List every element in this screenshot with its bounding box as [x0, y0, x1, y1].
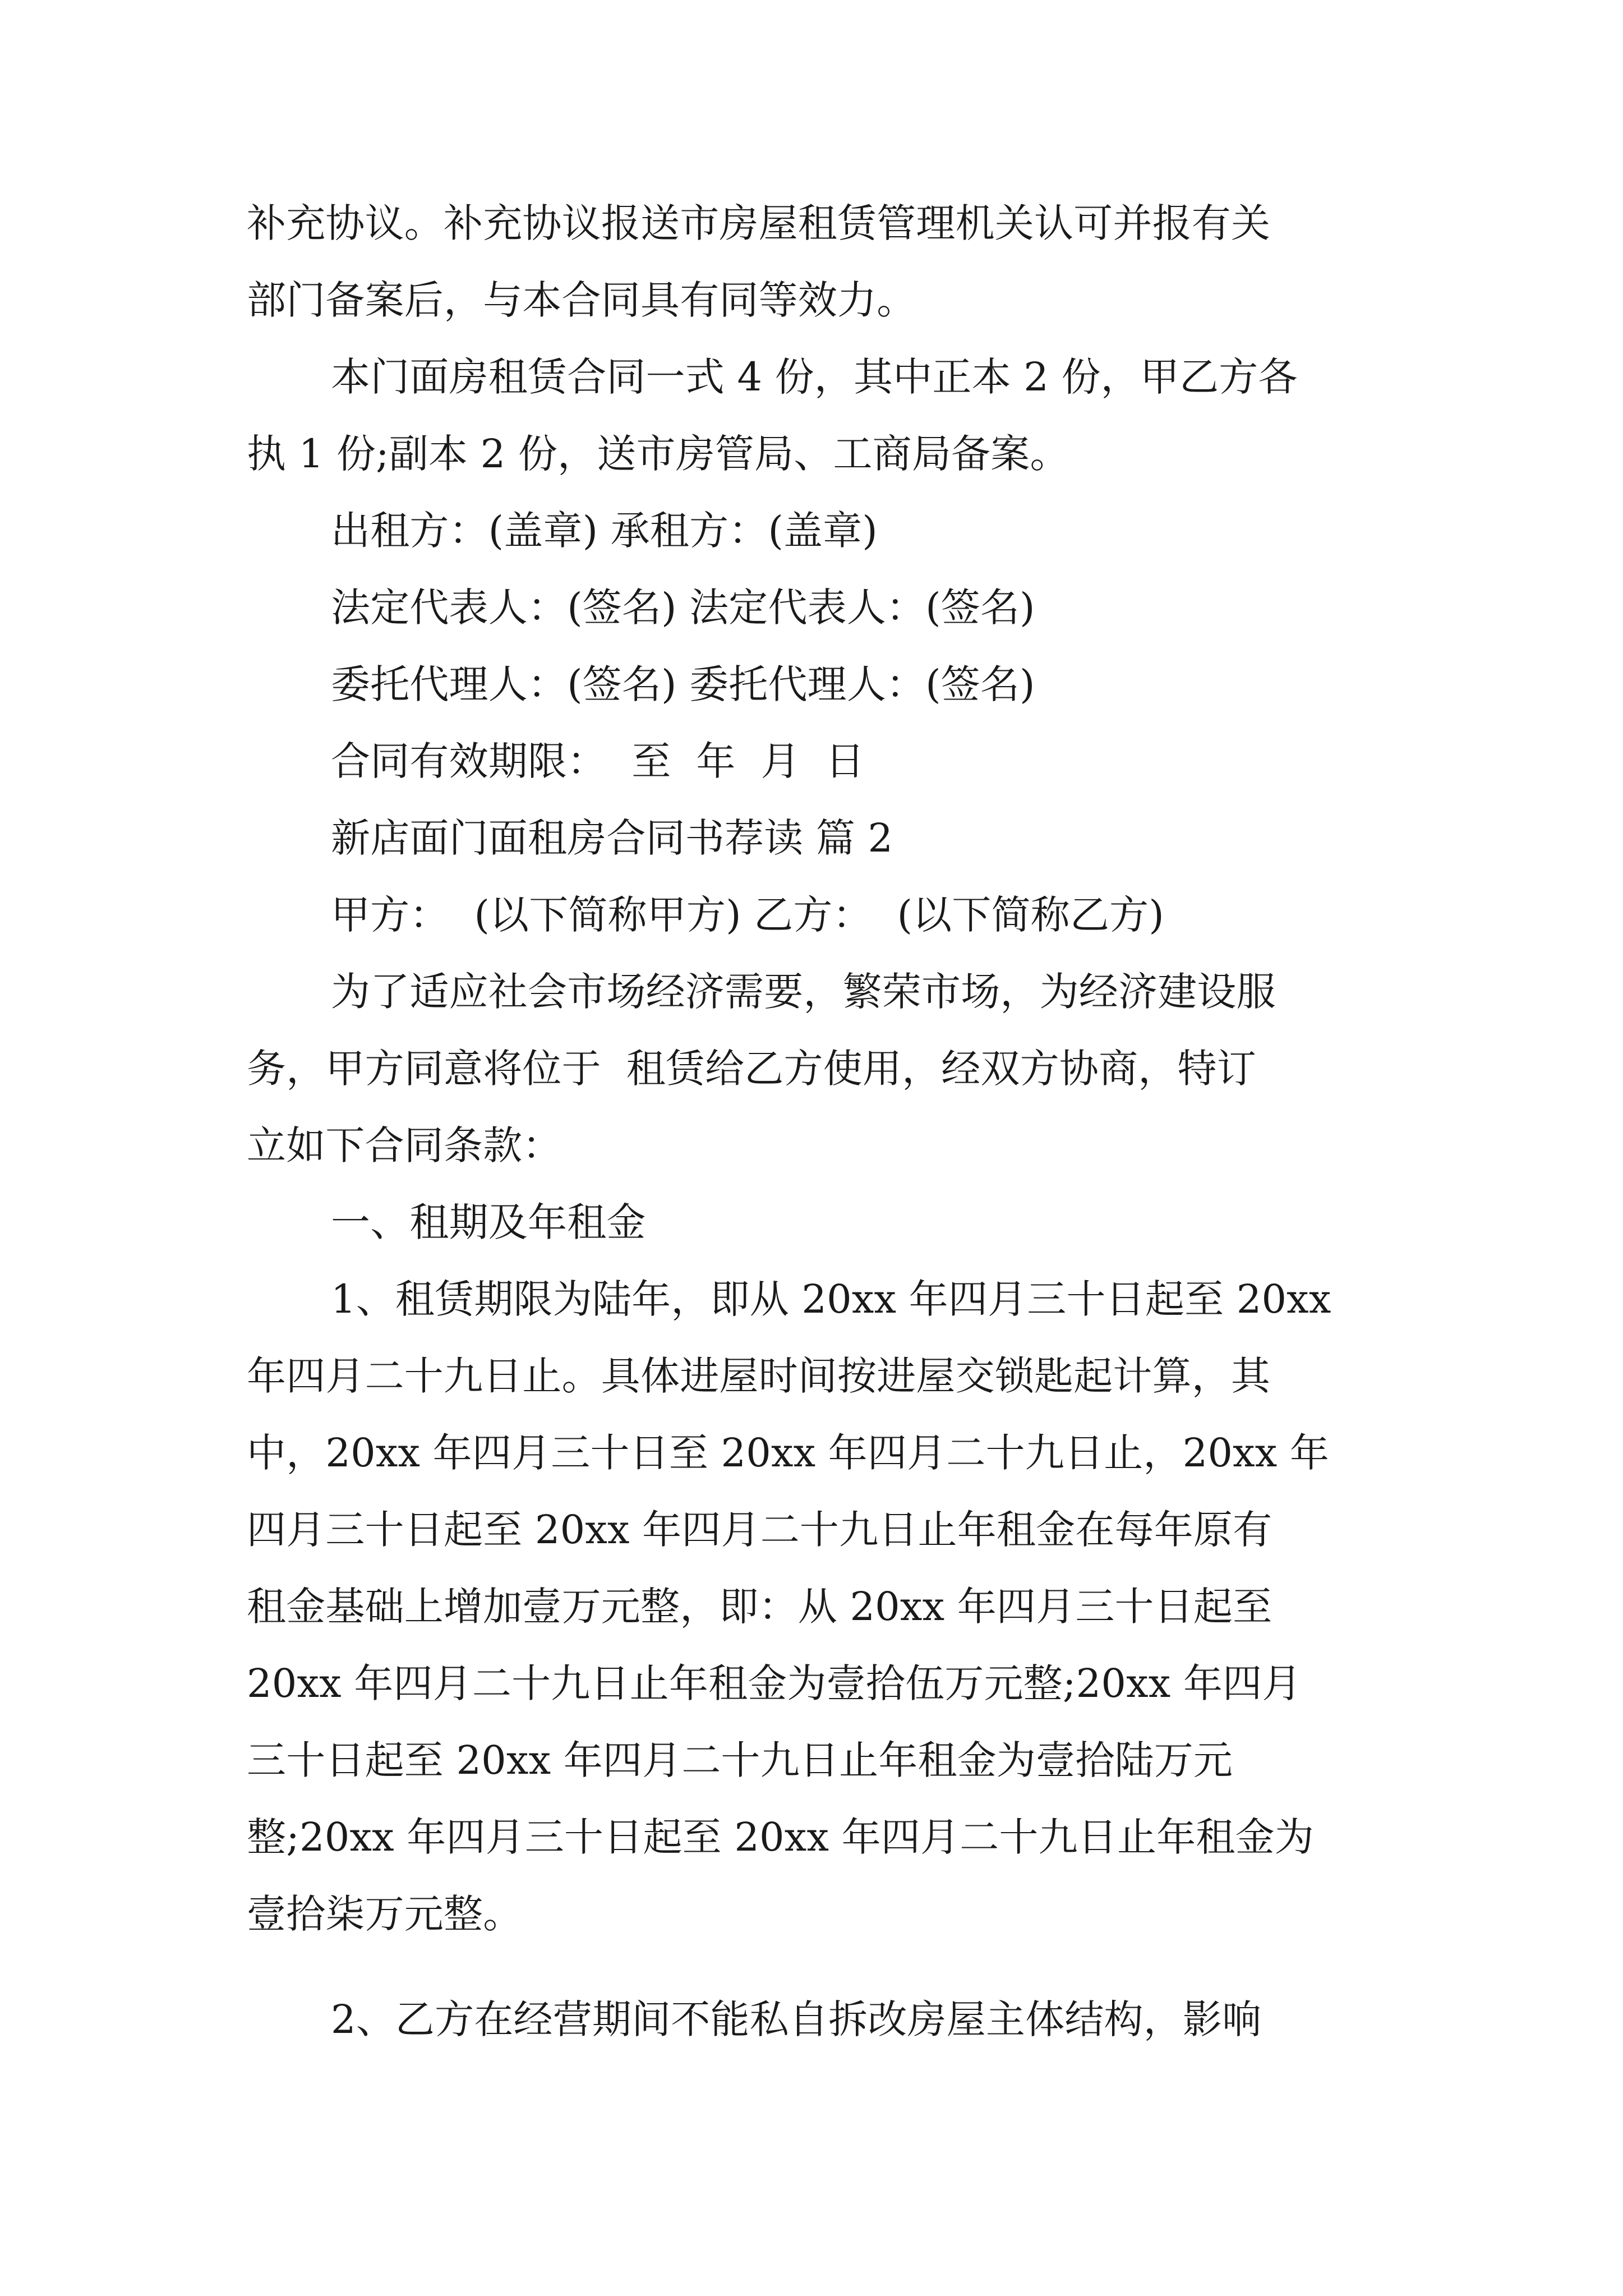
paragraph-line: 三十日起至 20xx 年四月二十九日止年租金为壹拾陆万元: [247, 1737, 1233, 1783]
paragraph-line: 为了适应社会市场经济需要，繁荣市场，为经济建设服: [331, 969, 1276, 1015]
paragraph-line: 执 1 份;副本 2 份，送市房管局、工商局备案。: [247, 431, 1069, 477]
paragraph-line: 四月三十日起至 20xx 年四月二十九日止年租金在每年原有: [247, 1507, 1272, 1553]
section-title: 新店面门面租房合同书荐读 篇 2: [331, 815, 893, 861]
paragraph-line: 租金基础上增加壹万元整，即：从 20xx 年四月三十日起至: [247, 1584, 1272, 1630]
paragraph-line: 壹拾柒万元整。: [247, 1891, 523, 1937]
contract-validity-line: 合同有效期限： 至 年 月 日: [331, 738, 865, 784]
paragraph-line: 务，甲方同意将位于 租赁给乙方使用，经双方协商，特订: [247, 1046, 1256, 1092]
paragraph-line: 1、租赁期限为陆年，即从 20xx 年四月三十日起至 20xx: [331, 1276, 1331, 1322]
paragraph-line: 年四月二十九日止。具体进屋时间按进屋交锁匙起计算，其: [247, 1353, 1271, 1399]
parties-line: 甲方： (以下简称甲方) 乙方： (以下简称乙方): [331, 892, 1164, 938]
paragraph-line: 整;20xx 年四月三十日起至 20xx 年四月二十九日止年租金为: [247, 1814, 1314, 1860]
paragraph-line: 补充协议。补充协议报送市房屋租赁管理机关认可并报有关: [247, 200, 1271, 246]
paragraph-line: 中，20xx 年四月三十日至 20xx 年四月二十九日止，20xx 年: [247, 1430, 1330, 1476]
paragraph-line: 部门备案后，与本合同具有同等效力。: [247, 277, 916, 323]
signature-line-authorized-agent: 委托代理人：(签名) 委托代理人：(签名): [331, 661, 1035, 707]
paragraph-line: 20xx 年四月二十九日止年租金为壹拾伍万元整;20xx 年四月: [247, 1660, 1302, 1706]
paragraph-gap: [247, 1953, 1396, 1981]
clause-heading: 一、租期及年租金: [331, 1199, 646, 1245]
paragraph-line: 立如下合同条款：: [247, 1122, 562, 1168]
signature-line-legal-representative: 法定代表人：(签名) 法定代表人：(签名): [331, 585, 1035, 631]
signature-line-lessor-lessee: 出租方：(盖章) 承租方：(盖章): [331, 508, 878, 554]
document-body: [247, 185, 1396, 2058]
paragraph-line: 2、乙方在经营期间不能私自拆改房屋主体结构，影响: [331, 1996, 1262, 2042]
paragraph-line: 本门面房租赁合同一式 4 份，其中正本 2 份，甲乙方各: [331, 354, 1298, 400]
